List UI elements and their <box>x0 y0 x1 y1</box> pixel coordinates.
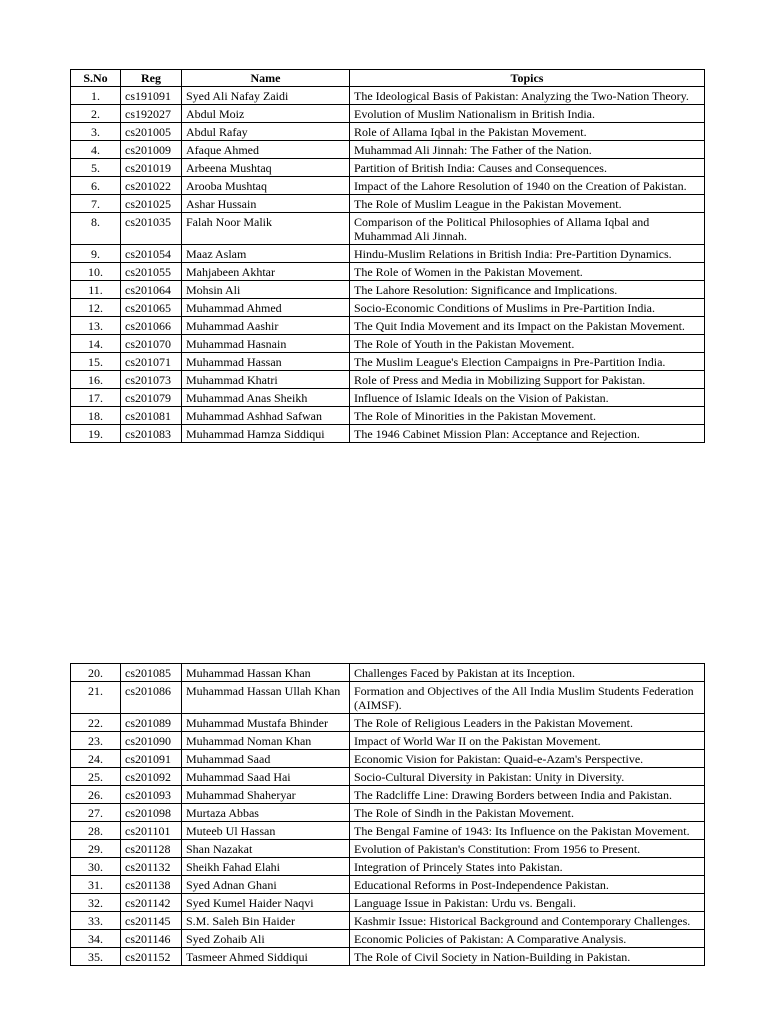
cell-name: Muhammad Saad <box>182 750 350 768</box>
cell-reg: cs201079 <box>121 389 182 407</box>
table-row <box>71 714 705 732</box>
cell-name: Syed Kumel Haider Naqvi <box>182 894 350 912</box>
cell-reg: cs201083 <box>121 425 182 443</box>
cell-sno: 18. <box>71 407 121 425</box>
header-sno: S.No <box>71 70 121 87</box>
table-row <box>71 159 705 177</box>
cell-sno: 8. <box>71 213 121 245</box>
cell-name: Arbeena Mushtaq <box>182 159 350 177</box>
cell-reg: cs201055 <box>121 263 182 281</box>
cell-sno: 14. <box>71 335 121 353</box>
cell-topic: Influence of Islamic Ideals on the Vision of Pakistan. <box>350 389 705 407</box>
cell-sno: 9. <box>71 245 121 263</box>
cell-sno: 10. <box>71 263 121 281</box>
cell-reg: cs201152 <box>121 948 182 966</box>
cell-name: Abdul Moiz <box>182 105 350 123</box>
cell-reg: cs201093 <box>121 786 182 804</box>
cell-name: Arooba Mushtaq <box>182 177 350 195</box>
table-row <box>71 840 705 858</box>
cell-sno: 35. <box>71 948 121 966</box>
cell-reg: cs201054 <box>121 245 182 263</box>
cell-sno: 12. <box>71 299 121 317</box>
cell-sno: 2. <box>71 105 121 123</box>
cell-topic: The Lahore Resolution: Significance and Implications. <box>350 281 705 299</box>
cell-topic: Formation and Objectives of the All India Muslim Students Federation (AIMSF). <box>350 682 705 714</box>
cell-topic: Economic Policies of Pakistan: A Comparative Analysis. <box>350 930 705 948</box>
cell-name: Muhammad Anas Sheikh <box>182 389 350 407</box>
cell-reg: cs201064 <box>121 281 182 299</box>
cell-name: Mohsin Ali <box>182 281 350 299</box>
table-row <box>71 664 705 682</box>
table-row <box>71 682 705 714</box>
cell-name: Muhammad Mustafa Bhinder <box>182 714 350 732</box>
cell-name: S.M. Saleh Bin Haider <box>182 912 350 930</box>
cell-topic: Evolution of Muslim Nationalism in British India. <box>350 105 705 123</box>
cell-name: Muhammad Hassan Ullah Khan <box>182 682 350 714</box>
cell-reg: cs201101 <box>121 822 182 840</box>
table-row <box>71 912 705 930</box>
table-row <box>71 317 705 335</box>
cell-sno: 13. <box>71 317 121 335</box>
table-row <box>71 389 705 407</box>
cell-reg: cs201019 <box>121 159 182 177</box>
cell-sno: 16. <box>71 371 121 389</box>
table-row <box>71 732 705 750</box>
cell-reg: cs201145 <box>121 912 182 930</box>
table-row <box>71 177 705 195</box>
table-row <box>71 105 705 123</box>
table-row <box>71 141 705 159</box>
table-row <box>71 87 705 105</box>
cell-sno: 20. <box>71 664 121 682</box>
cell-name: Mahjabeen Akhtar <box>182 263 350 281</box>
table-row <box>71 804 705 822</box>
cell-sno: 19. <box>71 425 121 443</box>
cell-name: Abdul Rafay <box>182 123 350 141</box>
cell-reg: cs201089 <box>121 714 182 732</box>
cell-sno: 30. <box>71 858 121 876</box>
cell-name: Muhammad Hassan <box>182 353 350 371</box>
cell-sno: 17. <box>71 389 121 407</box>
cell-topic: Language Issue in Pakistan: Urdu vs. Bengali. <box>350 894 705 912</box>
cell-reg: cs191091 <box>121 87 182 105</box>
topics-table-2 <box>70 663 705 966</box>
table-row <box>71 371 705 389</box>
table-row <box>71 353 705 371</box>
table-header <box>71 70 705 87</box>
cell-reg: cs201071 <box>121 353 182 371</box>
table-row <box>71 768 705 786</box>
cell-reg: cs201091 <box>121 750 182 768</box>
cell-topic: Socio-Cultural Diversity in Pakistan: Unity in Diversity. <box>350 768 705 786</box>
table-row <box>71 750 705 768</box>
cell-sno: 27. <box>71 804 121 822</box>
cell-topic: Impact of World War II on the Pakistan Movement. <box>350 732 705 750</box>
cell-sno: 25. <box>71 768 121 786</box>
header-topics: Topics <box>350 70 705 87</box>
table-row <box>71 281 705 299</box>
cell-sno: 3. <box>71 123 121 141</box>
cell-topic: Partition of British India: Causes and Consequences. <box>350 159 705 177</box>
cell-reg: cs192027 <box>121 105 182 123</box>
table-row <box>71 245 705 263</box>
cell-sno: 22. <box>71 714 121 732</box>
table-row <box>71 213 705 245</box>
cell-sno: 32. <box>71 894 121 912</box>
cell-name: Muhammad Khatri <box>182 371 350 389</box>
cell-sno: 24. <box>71 750 121 768</box>
cell-name: Muhammad Saad Hai <box>182 768 350 786</box>
cell-sno: 26. <box>71 786 121 804</box>
cell-reg: cs201035 <box>121 213 182 245</box>
table-row <box>71 948 705 966</box>
cell-name: Muhammad Ahmed <box>182 299 350 317</box>
cell-name: Muteeb Ul Hassan <box>182 822 350 840</box>
cell-sno: 5. <box>71 159 121 177</box>
cell-reg: cs201085 <box>121 664 182 682</box>
cell-name: Shan Nazakat <box>182 840 350 858</box>
cell-reg: cs201073 <box>121 371 182 389</box>
cell-topic: Integration of Princely States into Pakistan. <box>350 858 705 876</box>
cell-name: Sheikh Fahad Elahi <box>182 858 350 876</box>
cell-topic: Evolution of Pakistan's Constitution: From 1956 to Present. <box>350 840 705 858</box>
cell-name: Muhammad Aashir <box>182 317 350 335</box>
cell-sno: 33. <box>71 912 121 930</box>
topics-table-1 <box>70 69 705 443</box>
cell-topic: The Quit India Movement and its Impact on the Pakistan Movement. <box>350 317 705 335</box>
cell-topic: Role of Press and Media in Mobilizing Support for Pakistan. <box>350 371 705 389</box>
cell-topic: The Role of Sindh in the Pakistan Movement. <box>350 804 705 822</box>
cell-reg: cs201070 <box>121 335 182 353</box>
cell-sno: 11. <box>71 281 121 299</box>
cell-topic: The Role of Civil Society in Nation-Building in Pakistan. <box>350 948 705 966</box>
cell-sno: 1. <box>71 87 121 105</box>
cell-name: Muhammad Hassan Khan <box>182 664 350 682</box>
cell-sno: 34. <box>71 930 121 948</box>
table-row <box>71 123 705 141</box>
cell-topic: Hindu-Muslim Relations in British India: Pre-Partition Dynamics. <box>350 245 705 263</box>
cell-reg: cs201092 <box>121 768 182 786</box>
cell-topic: Muhammad Ali Jinnah: The Father of the Nation. <box>350 141 705 159</box>
cell-topic: The Role of Religious Leaders in the Pakistan Movement. <box>350 714 705 732</box>
cell-topic: The Role of Muslim League in the Pakistan Movement. <box>350 195 705 213</box>
cell-name: Muhammad Ashhad Safwan <box>182 407 350 425</box>
cell-sno: 29. <box>71 840 121 858</box>
cell-reg: cs201065 <box>121 299 182 317</box>
cell-topic: Economic Vision for Pakistan: Quaid-e-Azam's Perspective. <box>350 750 705 768</box>
cell-sno: 28. <box>71 822 121 840</box>
cell-topic: Role of Allama Iqbal in the Pakistan Movement. <box>350 123 705 141</box>
cell-sno: 6. <box>71 177 121 195</box>
cell-reg: cs201132 <box>121 858 182 876</box>
table-row <box>71 407 705 425</box>
cell-topic: Impact of the Lahore Resolution of 1940 on the Creation of Pakistan. <box>350 177 705 195</box>
cell-name: Falah Noor Malik <box>182 213 350 245</box>
table-row <box>71 299 705 317</box>
cell-sno: 21. <box>71 682 121 714</box>
cell-topic: Socio-Economic Conditions of Muslims in Pre-Partition India. <box>350 299 705 317</box>
table-row <box>71 894 705 912</box>
cell-name: Syed Zohaib Ali <box>182 930 350 948</box>
cell-reg: cs201146 <box>121 930 182 948</box>
cell-reg: cs201066 <box>121 317 182 335</box>
cell-topic: Challenges Faced by Pakistan at its Inception. <box>350 664 705 682</box>
cell-topic: The 1946 Cabinet Mission Plan: Acceptance and Rejection. <box>350 425 705 443</box>
cell-name: Muhammad Noman Khan <box>182 732 350 750</box>
cell-reg: cs201090 <box>121 732 182 750</box>
table-row <box>71 335 705 353</box>
cell-sno: 15. <box>71 353 121 371</box>
table-row <box>71 858 705 876</box>
table-row <box>71 263 705 281</box>
table-row <box>71 425 705 443</box>
cell-topic: Comparison of the Political Philosophies of Allama Iqbal and Muhammad Ali Jinnah. <box>350 213 705 245</box>
cell-topic: The Radcliffe Line: Drawing Borders between India and Pakistan. <box>350 786 705 804</box>
header-row <box>71 70 705 87</box>
table-row <box>71 786 705 804</box>
cell-topic: The Muslim League's Election Campaigns in Pre-Partition India. <box>350 353 705 371</box>
cell-sno: 23. <box>71 732 121 750</box>
cell-reg: cs201086 <box>121 682 182 714</box>
cell-name: Syed Ali Nafay Zaidi <box>182 87 350 105</box>
table-body <box>71 87 705 443</box>
cell-name: Maaz Aslam <box>182 245 350 263</box>
cell-reg: cs201098 <box>121 804 182 822</box>
cell-name: Muhammad Hasnain <box>182 335 350 353</box>
cell-reg: cs201022 <box>121 177 182 195</box>
table-row <box>71 876 705 894</box>
cell-name: Tasmeer Ahmed Siddiqui <box>182 948 350 966</box>
cell-sno: 7. <box>71 195 121 213</box>
cell-topic: The Role of Women in the Pakistan Movement. <box>350 263 705 281</box>
cell-topic: Kashmir Issue: Historical Background and Contemporary Challenges. <box>350 912 705 930</box>
cell-name: Syed Adnan Ghani <box>182 876 350 894</box>
cell-reg: cs201128 <box>121 840 182 858</box>
cell-sno: 31. <box>71 876 121 894</box>
table-row <box>71 195 705 213</box>
cell-topic: The Role of Minorities in the Pakistan Movement. <box>350 407 705 425</box>
cell-topic: The Bengal Famine of 1943: Its Influence on the Pakistan Movement. <box>350 822 705 840</box>
cell-reg: cs201081 <box>121 407 182 425</box>
cell-name: Muhammad Shaheryar <box>182 786 350 804</box>
cell-topic: Educational Reforms in Post-Independence Pakistan. <box>350 876 705 894</box>
cell-reg: cs201138 <box>121 876 182 894</box>
cell-name: Murtaza Abbas <box>182 804 350 822</box>
cell-topic: The Ideological Basis of Pakistan: Analyzing the Two-Nation Theory. <box>350 87 705 105</box>
cell-reg: cs201009 <box>121 141 182 159</box>
cell-topic: The Role of Youth in the Pakistan Movement. <box>350 335 705 353</box>
cell-reg: cs201142 <box>121 894 182 912</box>
table-row <box>71 930 705 948</box>
cell-reg: cs201005 <box>121 123 182 141</box>
cell-sno: 4. <box>71 141 121 159</box>
cell-name: Muhammad Hamza Siddiqui <box>182 425 350 443</box>
cell-name: Ashar Hussain <box>182 195 350 213</box>
table-row <box>71 822 705 840</box>
header-name: Name <box>182 70 350 87</box>
cell-reg: cs201025 <box>121 195 182 213</box>
table-body <box>71 664 705 966</box>
header-reg: Reg <box>121 70 182 87</box>
cell-name: Afaque Ahmed <box>182 141 350 159</box>
